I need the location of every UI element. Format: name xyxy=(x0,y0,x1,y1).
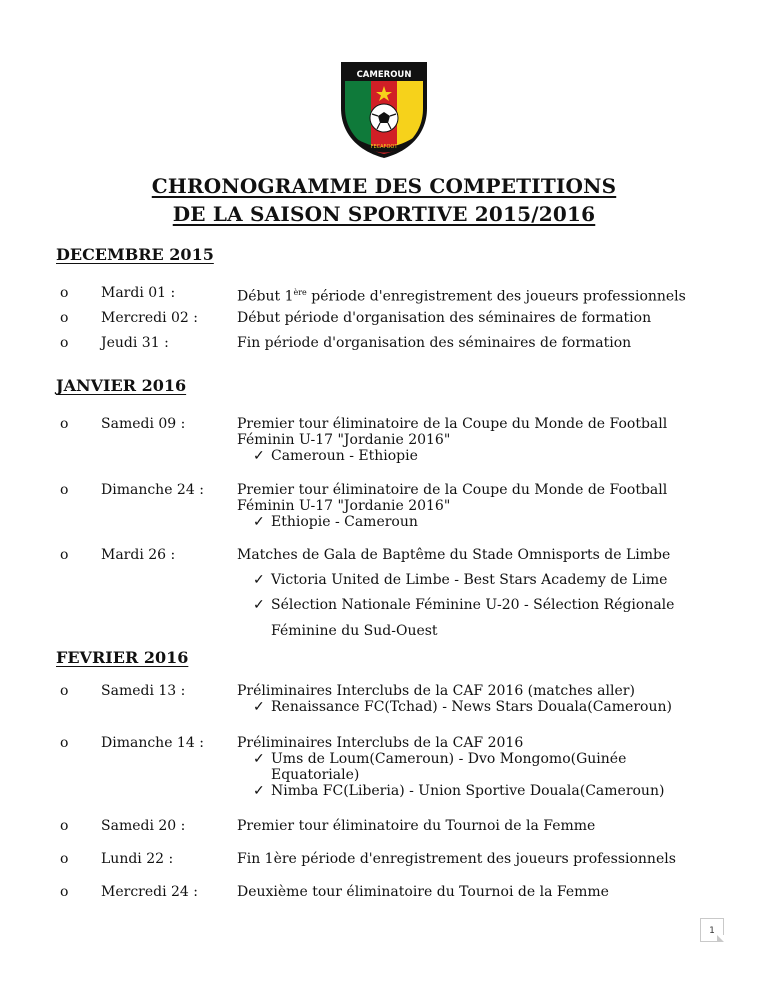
checkmark-icon: ✓ xyxy=(253,783,265,799)
fecafoot-logo xyxy=(333,58,435,160)
checkmark-icon: ✓ xyxy=(253,448,265,464)
entry-day: Samedi 13 : xyxy=(101,683,186,699)
checkmark-icon: ✓ xyxy=(253,597,265,613)
checkmark-icon: ✓ xyxy=(253,751,265,767)
page-number: 1 xyxy=(700,918,724,942)
bullet-icon: o xyxy=(60,884,69,900)
entry-day: Dimanche 24 : xyxy=(101,482,204,498)
check-item-continuation: Féminine du Sud-Ouest xyxy=(271,623,438,639)
bullet-icon: o xyxy=(60,285,69,301)
check-item: ✓ Victoria United de Limbe - Best Stars Academy de Lime xyxy=(253,572,668,588)
entry-day: Dimanche 14 : xyxy=(101,735,204,751)
entry-description: Premier tour éliminatoire de la Coupe du Monde de Football Féminin U-17 "Jordanie 2016" ✓ Ethiopie - Cameroun xyxy=(237,482,668,530)
entry-description: Début 1ère période d'enregistrement des joueurs professionnels xyxy=(237,288,686,305)
bullet-icon: o xyxy=(60,735,69,751)
bullet-icon: o xyxy=(60,416,69,432)
document-title-line2: DE LA SAISON SPORTIVE 2015/2016 xyxy=(172,202,596,226)
entry-day: Samedi 20 : xyxy=(101,818,186,834)
entry-day: Lundi 22 : xyxy=(101,851,174,867)
entry-day: Mercredi 24 : xyxy=(101,884,199,900)
svg-text:CAMEROUN: CAMEROUN xyxy=(356,70,412,80)
bullet-icon: o xyxy=(60,818,69,834)
bullet-icon: o xyxy=(60,547,69,563)
entry-description: Premier tour éliminatoire du Tournoi de la Femme xyxy=(237,818,596,834)
checkmark-icon: ✓ xyxy=(253,572,265,588)
bullet-icon: o xyxy=(60,851,69,867)
bullet-icon: o xyxy=(60,310,69,326)
checkmark-icon: ✓ xyxy=(253,514,265,530)
entry-description: Préliminaires Interclubs de la CAF 2016 (matches aller) ✓ Renaissance FC(Tchad) - News Stars Douala(Cameroun) xyxy=(237,683,672,715)
svg-text:FECAFOOT: FECAFOOT xyxy=(370,144,398,150)
bullet-icon: o xyxy=(60,482,69,498)
entry-day: Samedi 09 : xyxy=(101,416,186,432)
entry-day: Mercredi 02 : xyxy=(101,310,199,326)
entry-description: Matches de Gala de Baptême du Stade Omnisports de Limbe xyxy=(237,547,671,563)
document-title-line1: CHRONOGRAMME DES COMPETITIONS xyxy=(151,174,617,198)
bullet-icon: o xyxy=(60,683,69,699)
entry-description: Premier tour éliminatoire de la Coupe du Monde de Football Féminin U-17 "Jordanie 2016" ✓ Cameroun - Ethiopie xyxy=(237,416,668,464)
entry-description: Début période d'organisation des séminaires de formation xyxy=(237,310,652,326)
section-heading-janvier: JANVIER 2016 xyxy=(56,376,187,395)
entry-day: Mardi 01 : xyxy=(101,285,176,301)
entry-description: Deuxième tour éliminatoire du Tournoi de la Femme xyxy=(237,884,609,900)
page-corner-fold xyxy=(717,935,724,942)
entry-description: Fin période d'organisation des séminaires de formation xyxy=(237,335,632,351)
checkmark-icon: ✓ xyxy=(253,699,265,715)
section-heading-fevrier: FEVRIER 2016 xyxy=(56,648,189,667)
entry-description: Fin 1ère période d'enregistrement des joueurs professionnels xyxy=(237,851,676,867)
check-item: ✓ Sélection Nationale Féminine U-20 - Sélection Régionale xyxy=(253,597,675,613)
entry-day: Mardi 26 : xyxy=(101,547,176,563)
entry-day: Jeudi 31 : xyxy=(101,335,169,351)
section-heading-decembre: DECEMBRE 2015 xyxy=(56,245,214,264)
entry-description: Préliminaires Interclubs de la CAF 2016 ✓ Ums de Loum(Cameroun) - Dvo Mongomo(Guinée Equatoriale) ✓ Nimba FC(Liberia) - Union Sportive Douala(Cameroun) xyxy=(237,735,665,799)
bullet-icon: o xyxy=(60,335,69,351)
